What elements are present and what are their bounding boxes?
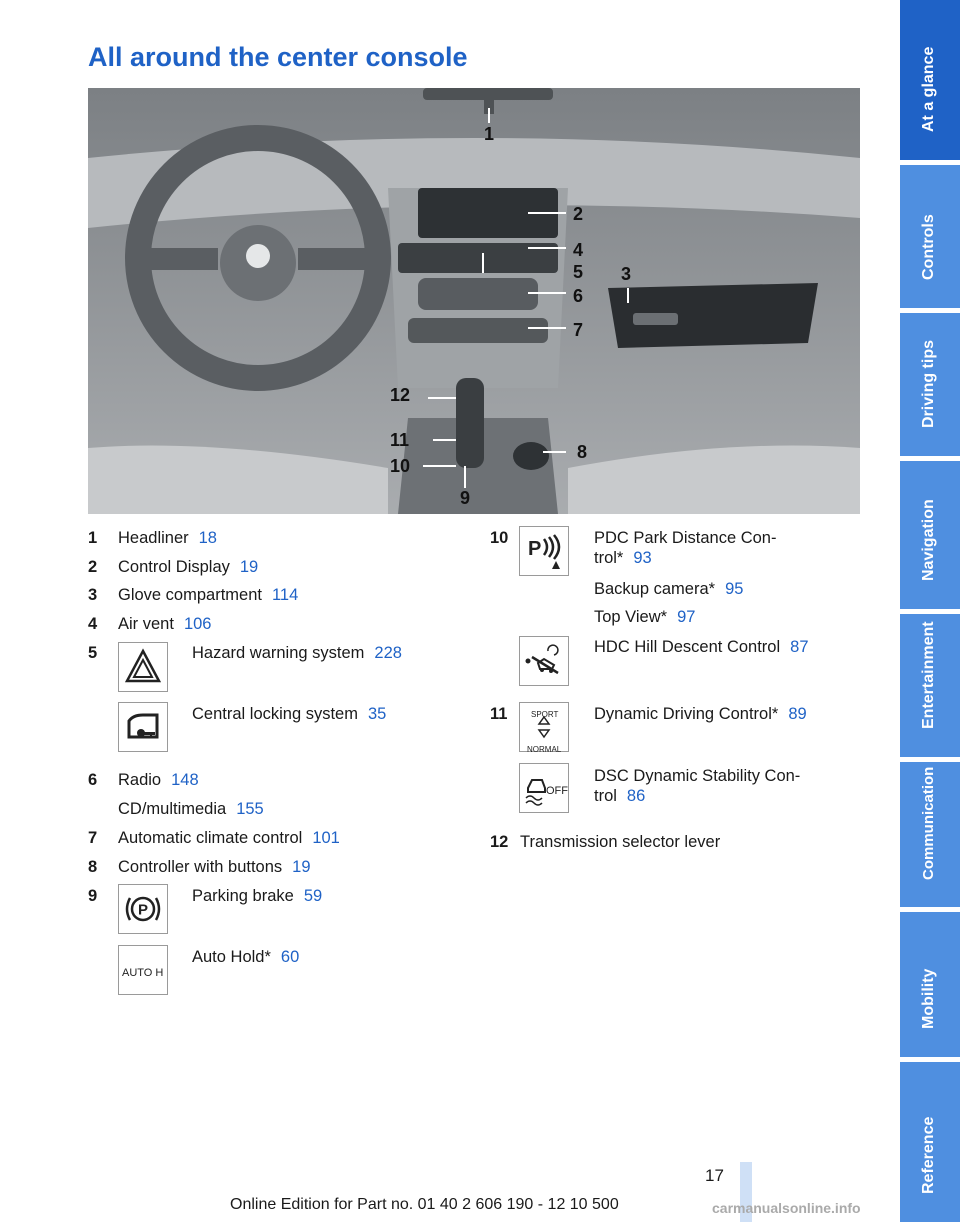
list-item: PDC Park Distance Con- trol* 93 [594, 529, 777, 567]
list-item: Auto Hold* 60 [192, 948, 300, 966]
list-item: 8 Controller with buttons 19 [88, 858, 311, 876]
list-item: CD/multimedia 155 [118, 800, 264, 818]
page-ref-link[interactable]: 89 [788, 705, 807, 723]
item-number: 10 [490, 529, 509, 547]
page-ref-link[interactable]: 93 [633, 549, 652, 567]
page-ref-link[interactable]: 101 [312, 829, 340, 847]
callout-11: 11 [390, 430, 410, 450]
tab-mobility[interactable]: Mobility [900, 912, 960, 1057]
tab-communication[interactable]: Communication [900, 762, 960, 907]
page-ref-link[interactable]: 19 [292, 858, 311, 876]
callout-6: 6 [573, 286, 584, 306]
page-ref-link[interactable]: 228 [374, 644, 402, 662]
page-ref-link[interactable]: 19 [239, 558, 259, 576]
callout-7: 7 [573, 320, 584, 340]
page-ref-link[interactable]: 155 [236, 800, 264, 818]
list-item: 4 Air vent 106 [88, 615, 212, 633]
callout-4: 4 [573, 240, 584, 260]
dashboard-illustration [88, 88, 860, 514]
list-item: Central locking system 35 [192, 705, 387, 723]
item-number: 5 [88, 644, 98, 662]
item-number: 9 [88, 887, 98, 905]
section-tabs [900, 0, 960, 1222]
callout-9: 9 [460, 488, 471, 508]
watermark: carmanualsonline.info [712, 1200, 861, 1216]
callout-5: 5 [573, 262, 584, 282]
svg-text:P: P [137, 901, 149, 919]
callout-2: 2 [573, 204, 584, 224]
tab-at-a-glance[interactable]: At a glance [900, 0, 960, 160]
callout-10: 10 [390, 456, 411, 476]
page-ref-link[interactable]: 148 [171, 771, 199, 789]
callout-1: 1 [484, 124, 495, 144]
door-key-icon [118, 702, 168, 752]
pdc-icon [519, 526, 569, 576]
sport-normal-icon: SPORT NORMAL [519, 702, 569, 752]
page-ref-link[interactable]: 114 [271, 586, 299, 604]
page-ref-link[interactable]: 18 [198, 529, 217, 547]
svg-text:P: P [528, 538, 542, 560]
page-ref-link[interactable]: 106 [183, 615, 212, 633]
list-item: HDC Hill Descent Control 87 [594, 638, 809, 656]
parking-brake-icon [118, 884, 168, 934]
callout-3: 3 [621, 264, 632, 284]
page-ref-link[interactable]: 95 [725, 580, 744, 598]
list-item: 6 Radio 148 [88, 771, 199, 789]
hill-descent-icon [519, 636, 569, 686]
item-number: 11 [490, 705, 508, 723]
tab-reference[interactable]: Reference [900, 1062, 960, 1222]
list-item: DSC Dynamic Stability Con- trol 86 [594, 767, 801, 805]
list-item: Parking brake 59 [192, 887, 323, 905]
tab-entertainment[interactable]: Entertainment [900, 614, 960, 757]
list-item: 7 Automatic climate control 101 [88, 829, 340, 847]
page-ref-link[interactable]: 97 [677, 608, 696, 626]
list-item: Backup camera* 95 [594, 580, 744, 598]
auto-hold-icon: AUTO H [118, 945, 168, 995]
tab-navigation[interactable]: Navigation [900, 461, 960, 609]
dsc-off-icon: OFF [519, 763, 569, 813]
callout-12: 12 [390, 385, 411, 405]
page-title: All around the center console [88, 42, 468, 72]
page-number: 17 [705, 1166, 724, 1185]
callout-8: 8 [577, 442, 588, 462]
page-ref-link[interactable]: 35 [367, 705, 387, 723]
list-item: Hazard warning system 228 [192, 644, 402, 662]
page-ref-link[interactable]: 87 [790, 638, 809, 656]
list-item: 2 Control Display 19 [88, 558, 259, 576]
list-item: 1 Headliner 18 [88, 529, 217, 547]
hazard-triangle-icon [118, 642, 168, 692]
page-ref-link[interactable]: 59 [303, 887, 323, 905]
list-item: Dynamic Driving Control* 89 [594, 705, 807, 723]
page-ref-link[interactable]: 60 [280, 948, 300, 966]
tab-driving-tips[interactable]: Driving tips [900, 313, 960, 456]
page-ref-link[interactable]: 86 [626, 787, 646, 805]
list-item: 12 Transmission selector lever [490, 833, 721, 851]
footer-text: Online Edition for Part no. 01 40 2 606 190 - 12 10 500 [230, 1196, 619, 1213]
list-item: 3 Glove compartment 114 [88, 586, 299, 604]
list-item: Top View* 97 [594, 608, 696, 626]
tab-controls[interactable]: Controls [900, 165, 960, 308]
